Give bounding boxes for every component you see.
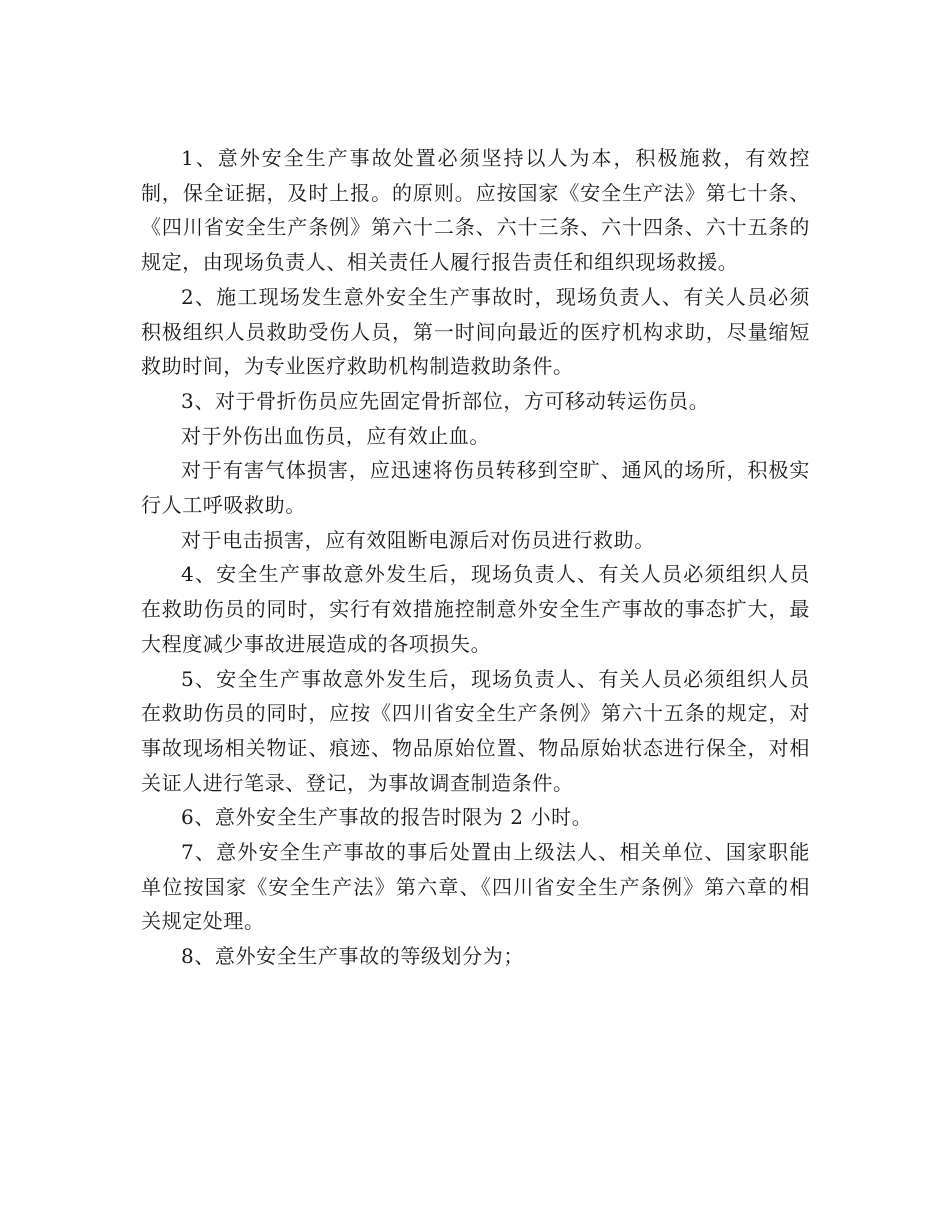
paragraph-4: 4、安全生产事故意外发生后，现场负责人、有关人员必须组织人员在救助伤员的同时，实行有效措施控制意外安全生产事故的事态扩大，最大程度减少事故进展造成的各项损失。 bbox=[141, 562, 810, 656]
paragraph-2: 2、施工现场发生意外安全生产事故时，现场负责人、有关人员必须积极组织人员救助受伤人员，第一时间向最近的医疗机构求助，尽量缩短救助时间，为专业医疗救助机构制造救助条件。 bbox=[141, 284, 810, 379]
paragraph-3-bleeding: 对于外伤出血伤员，应有效止血。 bbox=[181, 423, 490, 448]
paragraph-8: 8、意外安全生产事故的等级划分为； bbox=[181, 944, 524, 969]
paragraph-1: 1、意外安全生产事故处置必须坚持以人为本，积极施救，有效控制，保全证据，及时上报。的原则。应按国家《安全生产法》第七十条、《四川省安全生产条例》第六十二条、六十三条、六十四条、六十五条的规定，由现场负责人、相关责任人履行报告责任和组织现场救援。 bbox=[141, 146, 810, 275]
paragraph-3-electric: 对于电击损害，应有效阻断电源后对伤员进行救助。 bbox=[181, 527, 655, 552]
paragraph-3: 3、对于骨折伤员应先固定骨折部位，方可移动转运伤员。 bbox=[181, 388, 710, 413]
paragraph-6: 6、意外安全生产事故的报告时限为 2 小时。 bbox=[181, 805, 593, 830]
paragraph-3-gas: 对于有害气体损害，应迅速将伤员转移到空旷、通风的场所，积极实行人工呼吸救助。 bbox=[141, 458, 810, 518]
paragraph-5: 5、安全生产事故意外发生后，现场负责人、有关人员必须组织人员在救助伤员的同时，应按《四川省安全生产条例》第六十五条的规定，对事故现场相关物证、痕迹、物品原始位置、物品原始状态进行保全，对相关证人进行笔录、登记，为事故调查制造条件。 bbox=[141, 666, 810, 795]
document-body bbox=[141, 141, 810, 974]
paragraph-7: 7、意外安全生产事故的事后处置由上级法人、相关单位、国家职能单位按国家《安全生产法》第六章、《四川省安全生产条例》第六章的相关规定处理。 bbox=[141, 840, 810, 934]
